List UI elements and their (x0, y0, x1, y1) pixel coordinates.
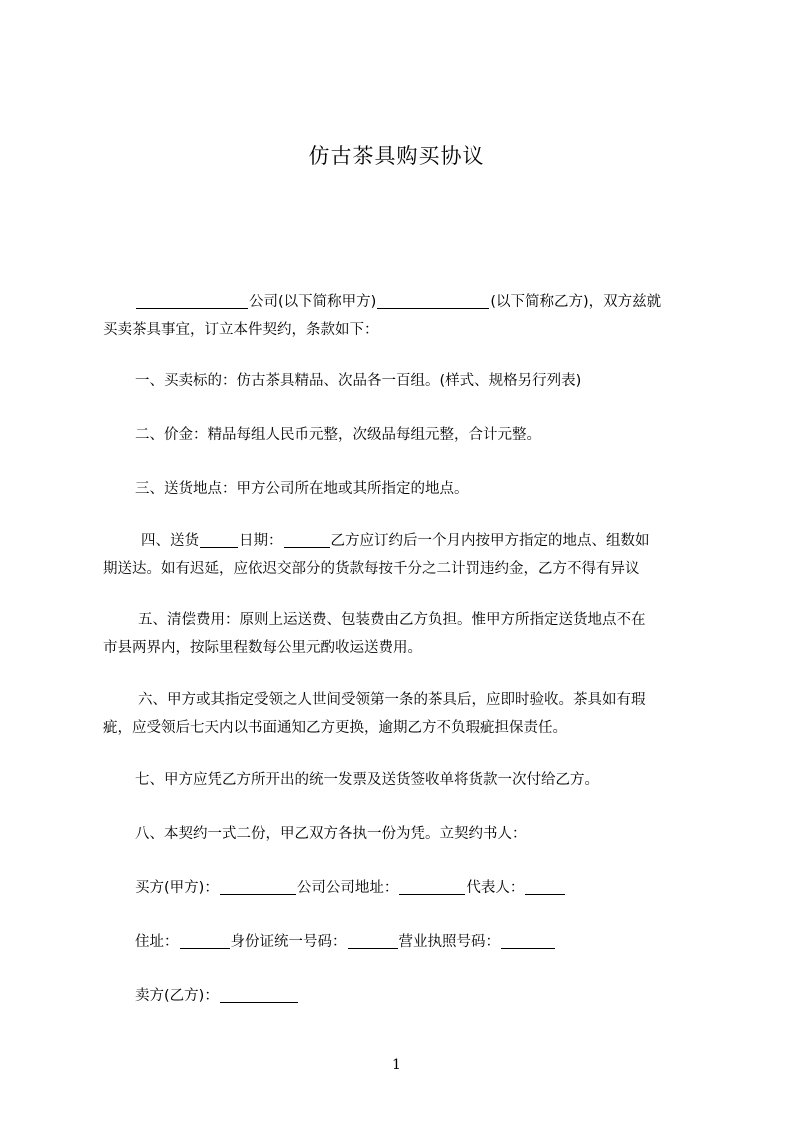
buyer-company-label: 公司公司地址： (296, 880, 399, 896)
signature-line-address (135, 928, 735, 956)
intro-text-2: (以下简称乙方)，双方兹就 (490, 294, 662, 310)
clause-6 (103, 686, 703, 742)
delivery-blank (200, 531, 238, 548)
document-title: 仿古茶具购买协议 (308, 144, 485, 168)
seller-label: 卖方(乙方)： (135, 988, 219, 1004)
clause-6-line-1: 六、甲方或其指定受领之人世间受领第一条的茶具后，应即时验收。茶具如有瑕 (138, 692, 646, 708)
clause-4-text-b: 日期： (239, 533, 283, 549)
intro-line-2: 买卖茶具事宜，订立本件契约，条款如下： (103, 322, 379, 338)
clause-5 (103, 606, 703, 662)
date-blank (284, 531, 330, 548)
clause-4-text-a: 四、送货 (141, 533, 199, 549)
clause-3: 三、送货地点：甲方公司所在地或其所指定的地点。 (135, 481, 469, 497)
buyer-blank (220, 878, 296, 895)
signature-line-seller (135, 982, 735, 1010)
seller-blank (220, 986, 298, 1003)
clause-7: 七、甲方应凭乙方所开出的统一发票及送货签收单将货款一次付给乙方。 (135, 772, 599, 788)
representative-blank (525, 878, 565, 895)
clause-5-line-2: 市县两界内，按际里程数每公里元酌收运送费用。 (103, 640, 422, 656)
license-number-label: 营业执照号码： (398, 934, 500, 950)
clause-1: 一、买卖标的：仿古茶具精品、次品各一百组。(样式、规格另行列表) (135, 373, 582, 389)
party-a-blank (136, 292, 248, 309)
intro-text-1: 公司(以下简称甲方) (249, 294, 377, 310)
buyer-label: 买方(甲方)： (135, 880, 219, 896)
address-blank (180, 932, 230, 949)
clause-4-text-c: 乙方应订约后一个月内按甲方指定的地点、组数如 (330, 533, 650, 549)
party-b-blank (377, 292, 489, 309)
representative-label: 代表人： (466, 880, 525, 896)
clause-6-line-2: 疵，应受领后七天内以书面通知乙方更换，逾期乙方不负瑕疵担保责任。 (103, 720, 567, 736)
address-label: 住址： (135, 934, 179, 950)
clause-2: 二、价金：精品每组人民币元整，次级品每组元整，合计元整。 (135, 427, 541, 443)
page-number: 1 (392, 1057, 401, 1073)
id-number-blank (348, 932, 398, 949)
intro-line-1 (103, 288, 703, 316)
clause-4-line-2: 期送达。如有迟延，应依迟交部分的货款每按千分之二计罚违约金，乙方不得有异议 (103, 561, 640, 577)
clause-4 (103, 527, 703, 583)
intro-paragraph (103, 288, 703, 344)
signature-line-buyer (135, 874, 735, 902)
clause-5-line-1: 五、清偿费用：原则上运送费、包装费由乙方负担。惟甲方所指定送货地点不在 (138, 612, 646, 628)
id-number-label: 身份证统一号码： (230, 934, 347, 950)
clause-4-line-1 (103, 527, 703, 555)
license-number-blank (501, 932, 555, 949)
clause-8: 八、本契约一式二份，甲乙双方各执一份为凭。立契约书人： (135, 826, 527, 842)
company-address-blank (399, 878, 465, 895)
